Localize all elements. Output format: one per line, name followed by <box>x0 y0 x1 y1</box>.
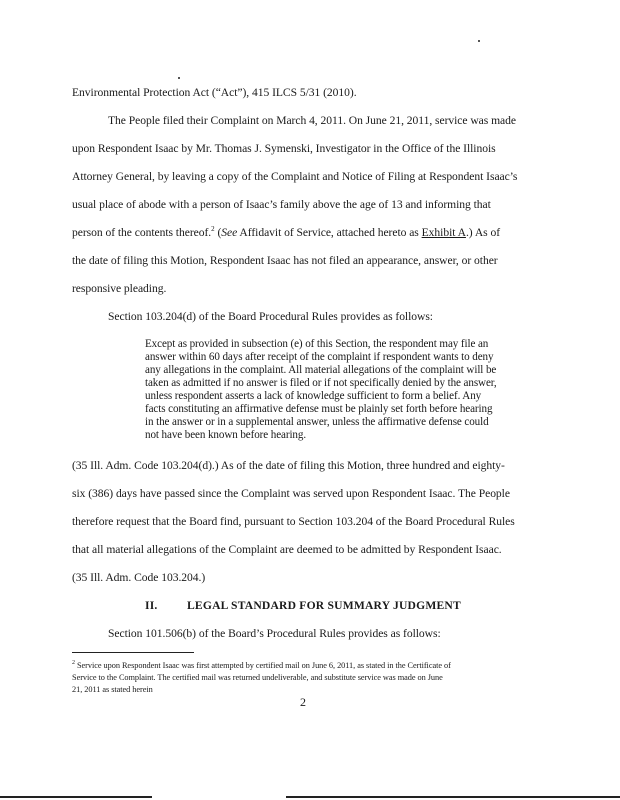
exhibit-a-reference: Exhibit A <box>421 226 466 239</box>
scan-speck <box>478 40 480 42</box>
quote-line: in the answer or in a supplemental answer, unless the affirmative defense could <box>145 416 489 428</box>
footnote-mark: 2 <box>72 660 75 667</box>
footnote-line: Service to the Complaint. The certified mail was returned undeliverable, and substitute service was made on June <box>72 673 443 682</box>
quote-line: answer within 60 days after receipt of the complaint if respondent wants to deny <box>145 351 494 363</box>
see-signal: See <box>221 226 238 239</box>
quote-line: not have been known before hearing. <box>145 429 306 441</box>
footnote-text: Service upon Respondent Isaac was first attempted by certified mail on June 6, 2011, as stated in the Certificate of <box>74 661 451 670</box>
body-line: (35 Ill. Adm. Code 103.204.) <box>72 571 206 584</box>
footnote-separator <box>72 652 194 653</box>
contents-line-start: person of the contents thereof. <box>72 226 212 239</box>
body-line: Attorney General, by leaving a copy of the Complaint and Notice of Filing at Respondent Isaac’s <box>72 170 518 183</box>
quote-line: Except as provided in subsection (e) of this Section, the respondent may file an <box>145 338 489 350</box>
body-line: upon Respondent Isaac by Mr. Thomas J. Symenski, Investigator in the Office of the Illinois <box>72 142 496 155</box>
section-heading-title: LEGAL STANDARD FOR SUMMARY JUDGMENT <box>187 599 461 612</box>
scan-speck <box>178 77 180 79</box>
footnote-line: 21, 2011 as stated herein <box>72 685 153 694</box>
contents-line-end: .) As of <box>465 226 501 239</box>
body-line: the date of filing this Motion, Respondent Isaac has not filed an appearance, answer, or other <box>72 254 498 267</box>
quote-line: any allegations in the complaint. All material allegations of the complaint will be <box>145 364 497 376</box>
body-line: therefore request that the Board find, pursuant to Section 103.204 of the Board Procedural Rules <box>72 515 515 528</box>
footnote-line <box>72 661 451 671</box>
contents-line-paren: ( <box>214 226 222 239</box>
quote-line: taken as admitted if no answer is filed or if not specifically denied by the answer, <box>145 377 497 389</box>
contents-line-mid: Affidavit of Service, attached hereto as <box>237 226 422 239</box>
body-line: responsive pleading. <box>72 282 167 295</box>
scan-edge-line <box>0 796 152 798</box>
page-number: 2 <box>300 695 306 709</box>
quote-line: unless respondent asserts a lack of knowledge sufficient to form a belief. Any <box>145 390 482 402</box>
body-line: (35 Ill. Adm. Code 103.204(d).) As of the date of filing this Motion, three hundred and eighty- <box>72 459 505 472</box>
scan-edge-line <box>286 796 620 798</box>
body-line: Environmental Protection Act (“Act”), 415 ILCS 5/31 (2010). <box>72 86 357 99</box>
section-heading-number: II. <box>145 599 158 612</box>
quote-line: facts constituting an affirmative defense must be plainly set forth before hearing <box>145 403 493 415</box>
body-line: that all material allegations of the Complaint are deemed to be admitted by Respondent Isaac. <box>72 543 502 556</box>
section-intro: Section 101.506(b) of the Board’s Procedural Rules provides as follows: <box>108 627 441 640</box>
body-line: The People filed their Complaint on March 4, 2011. On June 21, 2011, service was made <box>108 114 516 127</box>
body-line: Section 103.204(d) of the Board Procedural Rules provides as follows: <box>108 310 433 323</box>
body-line: six (386) days have passed since the Complaint was served upon Respondent Isaac. The People <box>72 487 510 500</box>
body-line: usual place of abode with a person of Isaac’s family above the age of 13 and informing that <box>72 198 491 211</box>
footnote-reference: 2 <box>211 225 215 234</box>
contents-line <box>72 226 500 240</box>
